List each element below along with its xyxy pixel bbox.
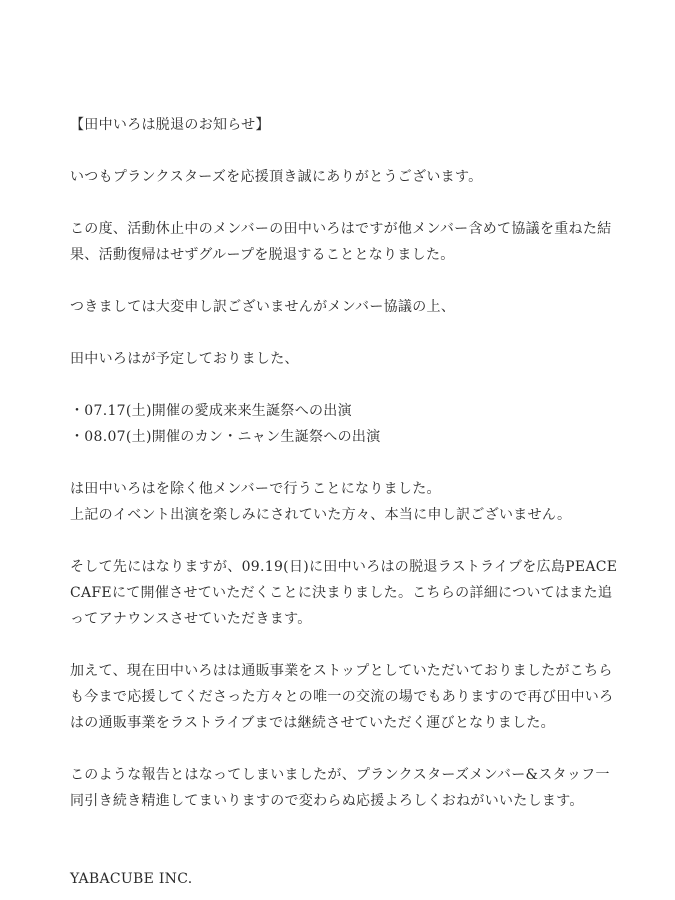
- paragraph-mail-order-line-1: 加えて、現在田中いろはは通販事業をストップとしていただいておりましたがこちら: [70, 663, 613, 679]
- paragraph-replacement-line-2: 上記のイベント出演を楽しみにされていた方々、本当に申し訳ございません。: [70, 507, 572, 523]
- paragraph-last-live-line-1: そして先にはなりますが、09.19(日)に田中いろはの脱退ラストライブを広島PEACE: [70, 559, 618, 575]
- paragraph-withdrawal-line-1: この度、活動休止中のメンバーの田中いろはですが他メンバー含めて協議を重ねた結: [70, 221, 612, 237]
- spacer: [70, 268, 630, 294]
- event-item: ・08.07(土)開催のカン・ニャン生誕祭への出演: [70, 429, 381, 445]
- notice-title: 【田中いろは脱退のお知らせ】: [70, 117, 270, 133]
- paragraph-closing-line-2: 同引き続き精進してまいりますので変わらぬ応援よろしくおねがいいたします。: [70, 793, 584, 809]
- greeting-text: いつもプランクスターズを応援頂き誠にありがとうございます。: [70, 169, 483, 185]
- spacer: [70, 138, 630, 164]
- spacer: [70, 450, 630, 476]
- paragraph-replacement-line-1: は田中いろはを除く他メンバーで行うことになりました。: [70, 481, 441, 497]
- paragraph-last-live-line-3: ってアナウンスさせていただきます。: [70, 611, 312, 627]
- notice-body: [70, 112, 630, 892]
- spacer: [70, 372, 630, 398]
- spacer: [70, 736, 630, 762]
- event-item: ・07.17(土)開催の愛成来来生誕祭への出演: [70, 403, 352, 419]
- spacer: [70, 320, 630, 346]
- paragraph-mail-order-line-2: も今まで応援してくださった方々との唯一の交流の場でもありますので再び田中いろ: [70, 689, 614, 705]
- spacer: [70, 814, 630, 866]
- paragraph-withdrawal-line-2: 果、活動復帰はせずグループを脱退することとなりました。: [70, 247, 455, 263]
- paragraph-mail-order-line-3: はの通販事業をラストライブまでは継続させていただく運びとなりました。: [70, 715, 555, 731]
- company-name: YABACUBE INC.: [70, 871, 193, 887]
- paragraph-last-live-line-2: CAFEにて開催させていただくことに決まりました。こちらの詳細についてはまた追: [70, 585, 613, 601]
- paragraph-closing-line-1: このような報告とはなってしまいましたが、プランクスターズメンバー&スタッフ一: [70, 767, 610, 783]
- spacer: [70, 632, 630, 658]
- spacer: [70, 190, 630, 216]
- paragraph-scheduled: 田中いろはが予定しておりました、: [70, 351, 299, 367]
- spacer: [70, 528, 630, 554]
- paragraph-apology: つきましては大変申し訳ございませんがメンバー協議の上、: [70, 299, 456, 315]
